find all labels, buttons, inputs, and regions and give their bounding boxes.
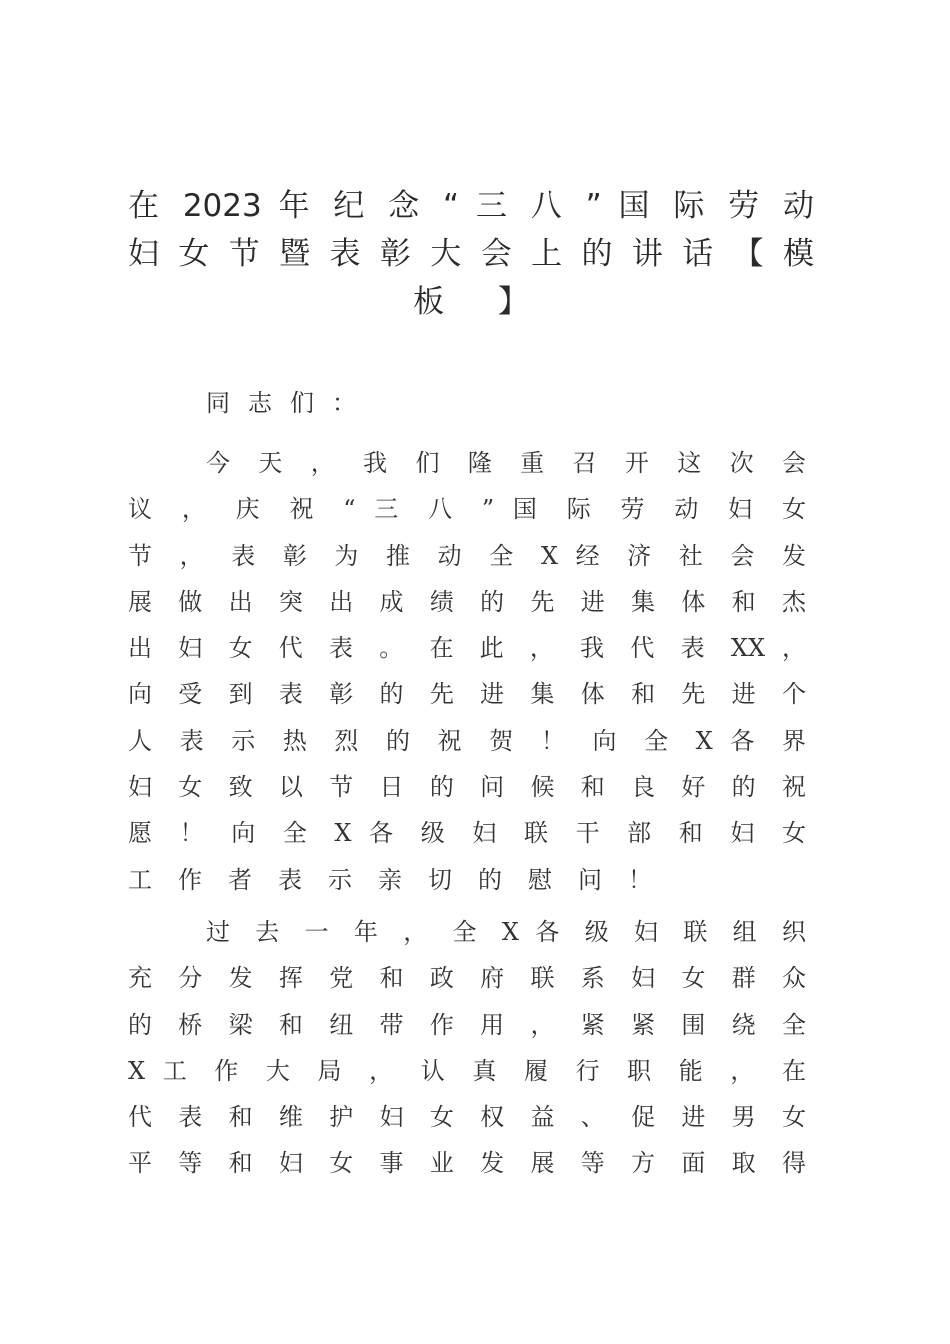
paragraph-line: 充 分 发 挥 党 和 政 府 联 系 妇 女 群 众 [128,964,806,993]
paragraph-1 [128,440,806,903]
paragraph-line: 议 ， 庆 祝 “ 三 八 ” 国 际 劳 动 妇 女 [128,495,806,524]
paragraph-line: 出 妇 女 代 表 。 在 此 ， 我 代 表 XX ， [128,634,806,663]
document-body [128,380,806,1193]
title-line-1: 在 2023 年 纪 念 “ 三 八 ” 国 际 劳 动 [128,188,814,224]
title-line-3: 板 】 [413,284,551,320]
paragraph-line: 节 ， 表 彰 为 推 动 全 X 经 济 社 会 发 [128,541,806,570]
paragraph-line: 展 做 出 突 出 成 绩 的 先 进 集 体 和 杰 [128,587,806,616]
title-line-2: 妇 女 节 暨 表 彰 大 会 上 的 讲 话 【 模 [128,236,814,272]
paragraph-line: 的 桥 梁 和 纽 带 作 用 ， 紧 紧 围 绕 全 [128,1010,806,1039]
paragraph-line: X 工 作 大 局 ， 认 真 履 行 职 能 ， 在 [128,1056,806,1085]
paragraph-line: 过 去 一 年 ， 全 X 各 级 妇 联 组 织 [206,917,806,946]
paragraph-line: 愿 ！ 向 全 X 各 级 妇 联 干 部 和 妇 女 [128,819,806,848]
document-title [128,182,814,326]
paragraph-line: 平 等 和 妇 女 事 业 发 展 等 方 面 取 得 [128,1149,806,1178]
paragraph-line: 妇 女 致 以 节 日 的 问 候 和 良 好 的 祝 [128,773,806,802]
salutation: 同志们： [206,389,374,417]
paragraph-2 [128,909,806,1187]
paragraph-line: 工作者表示亲切的慰问！ [128,865,678,894]
paragraph-line: 今 天 ， 我 们 隆 重 召 开 这 次 会 [206,449,806,477]
paragraph-line: 代 表 和 维 护 妇 女 权 益 、 促 进 男 女 [128,1103,806,1132]
paragraph-line: 人 表 示 热 烈 的 祝 贺 ！ 向 全 X 各 界 [128,726,806,755]
paragraph-line: 向 受 到 表 彰 的 先 进 集 体 和 先 进 个 [128,680,806,709]
